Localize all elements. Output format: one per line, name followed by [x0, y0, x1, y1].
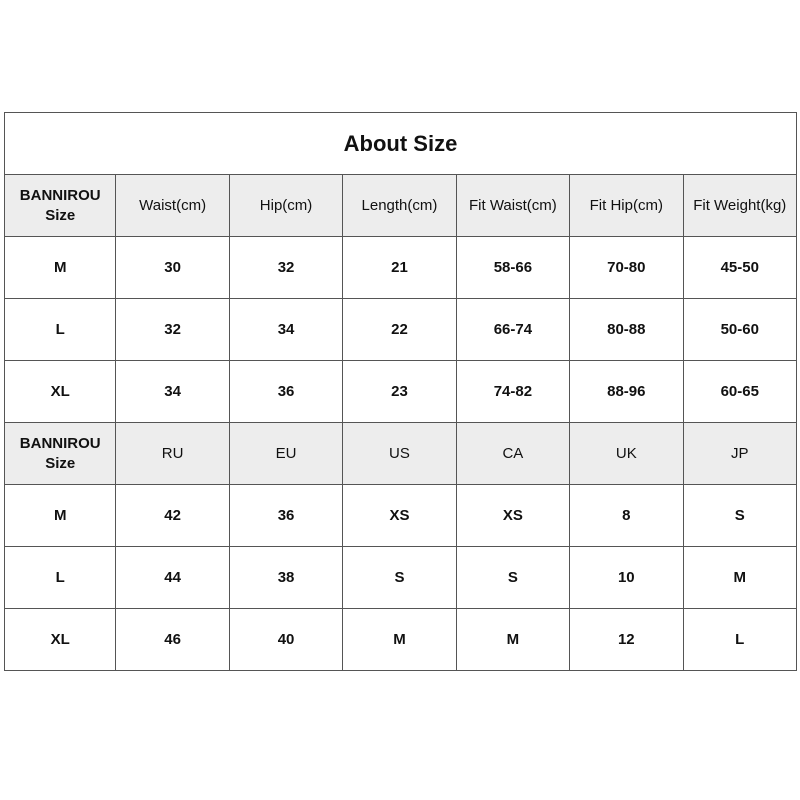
table1-cell: 22 [343, 299, 456, 361]
table2-header-cell: BANNIROU Size [5, 423, 116, 485]
table1-cell: XL [5, 361, 116, 423]
title-row [5, 113, 797, 175]
table1-cell: 21 [343, 237, 456, 299]
table1-cell: 34 [116, 361, 229, 423]
table1-cell: 74-82 [456, 361, 569, 423]
table2-cell: 10 [570, 547, 683, 609]
table2-cell: S [343, 547, 456, 609]
table1-header-cell: BANNIROU Size [5, 175, 116, 237]
table2-cell: 44 [116, 547, 229, 609]
table1-cell: 80-88 [570, 299, 683, 361]
table2-header-row [5, 423, 797, 485]
table1-header-cell: Waist(cm) [116, 175, 229, 237]
table1-table-row [5, 237, 797, 299]
table2-cell: XS [456, 485, 569, 547]
table2-cell: 12 [570, 609, 683, 671]
table1-table-row [5, 299, 797, 361]
table1-header-cell: Hip(cm) [229, 175, 342, 237]
table2-cell: M [343, 609, 456, 671]
size-chart-table [4, 112, 797, 671]
table2-cell: L [5, 547, 116, 609]
table2-cell: S [456, 547, 569, 609]
table2-cell: XS [343, 485, 456, 547]
table1-header-row [5, 175, 797, 237]
table2-header-cell: UK [570, 423, 683, 485]
table1-cell: L [5, 299, 116, 361]
table1-cell: 58-66 [456, 237, 569, 299]
table1-cell: 32 [229, 237, 342, 299]
table1-cell: 66-74 [456, 299, 569, 361]
table1-cell: 32 [116, 299, 229, 361]
table2-table-row [5, 609, 797, 671]
table2-cell: 40 [229, 609, 342, 671]
table2-table-row [5, 485, 797, 547]
table1-header-cell: Fit Waist(cm) [456, 175, 569, 237]
table2-cell: 38 [229, 547, 342, 609]
table2-header-cell: US [343, 423, 456, 485]
table2-cell: M [5, 485, 116, 547]
table1-cell: 45-50 [683, 237, 796, 299]
table1-header-cell: Length(cm) [343, 175, 456, 237]
table1-cell: 23 [343, 361, 456, 423]
table2-header-cell: JP [683, 423, 796, 485]
table2-header-cell: RU [116, 423, 229, 485]
table1-cell: 34 [229, 299, 342, 361]
table1-header-cell: Fit Hip(cm) [570, 175, 683, 237]
table2-cell: XL [5, 609, 116, 671]
table2-cell: M [456, 609, 569, 671]
table1-cell: 88-96 [570, 361, 683, 423]
table1-cell: 70-80 [570, 237, 683, 299]
table2-cell: M [683, 547, 796, 609]
table1-cell: 60-65 [683, 361, 796, 423]
table1-table-row [5, 361, 797, 423]
table2-cell: L [683, 609, 796, 671]
table2-header-cell: CA [456, 423, 569, 485]
table1-cell: 36 [229, 361, 342, 423]
table2-cell: 42 [116, 485, 229, 547]
table2-cell: S [683, 485, 796, 547]
table2-cell: 8 [570, 485, 683, 547]
table1-header-cell: Fit Weight(kg) [683, 175, 796, 237]
table1-cell: 30 [116, 237, 229, 299]
table1-cell: 50-60 [683, 299, 796, 361]
table2-cell: 46 [116, 609, 229, 671]
table2-header-cell: EU [229, 423, 342, 485]
table2-cell: 36 [229, 485, 342, 547]
table2-table-row [5, 547, 797, 609]
page-title: About Size [5, 113, 797, 175]
table1-cell: M [5, 237, 116, 299]
